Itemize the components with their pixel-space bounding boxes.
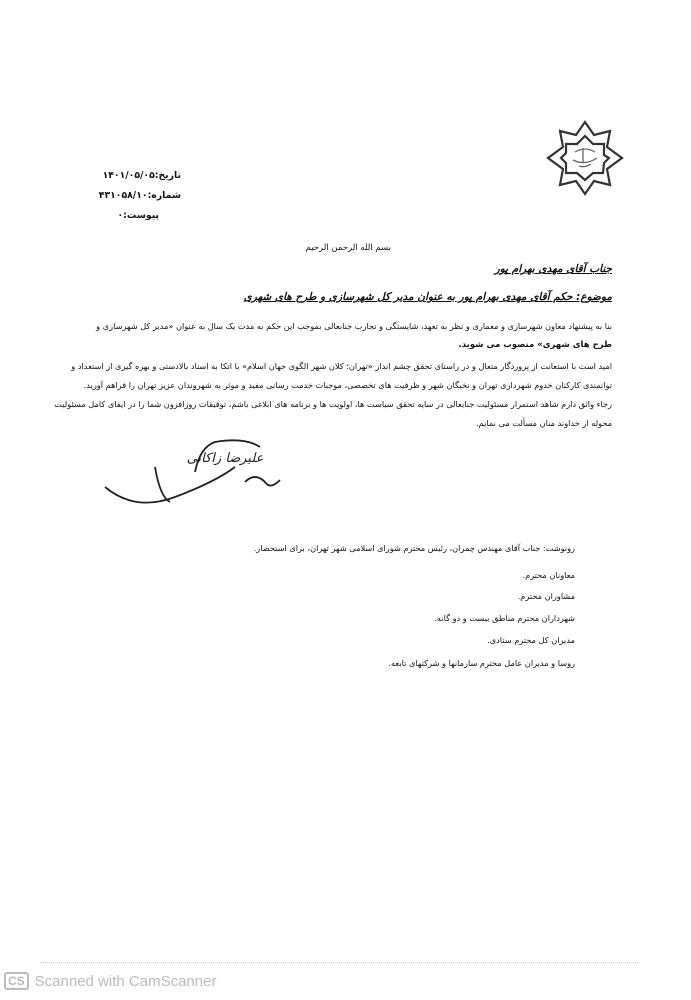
body-line: محوله از خداوند منان مسألت می نمایم. — [476, 418, 612, 428]
letter-attachment: پیوست:۰ — [117, 210, 159, 221]
signature — [95, 432, 295, 512]
cc-line: مشاوران محترم. — [517, 591, 575, 601]
camscanner-text: Scanned with CamScanner — [34, 972, 217, 990]
body-line: طرح های شهری» منصوب می شوید. — [458, 340, 612, 350]
cc-line: روسا و مدیران عامل محترم سازمانها و شرکتهای تابعه. — [388, 658, 575, 668]
letter-date: تاریخ:۱۴۰۱/۰۵/۰۵ — [102, 170, 181, 181]
camscanner-watermark — [4, 972, 216, 990]
tehran-municipality-logo — [543, 118, 627, 198]
camscanner-logo-icon: CS — [4, 972, 29, 990]
cc-line: رونوشت: جناب آقای مهندس چمران، رئیس محترم شورای اسلامی شهر تهران، برای استحضار. — [253, 543, 575, 553]
letter-number: شماره:۴۳۱۰۵۸/۱۰ — [98, 190, 181, 201]
body-line: توانمندی کارکنان خدوم شهرداری تهران و نخبگان شهر و ظرفیت های تخصصی، موجبات خدمت رسانی مفید و موثر به شهروندان عزیز تهران را فراهم آورید. — [83, 380, 612, 390]
subject: موضوع: حکم آقای مهدی بهرام پور به عنوان مدیر کل شهرسازی و طرح های شهری — [243, 291, 612, 303]
signature-text: علیرضا زاکانی — [186, 451, 264, 466]
body-line: بنا به پیشنهاد معاون شهرسازی و معماری و نظر به تعهد، شایستگی و تجارب جنابعالی بموجب این حکم به مدت یک سال به عنوان «مدیر کل شهرسازی و — [96, 321, 612, 331]
scan-artifact-line — [40, 962, 640, 965]
cc-line: معاونان محترم. — [522, 570, 575, 580]
cc-line: شهرداران محترم مناطق بیست و دو گانه. — [434, 613, 575, 623]
recipient: جناب آقای مهدی بهرام پور — [494, 263, 612, 275]
body-line: امید است با استعانت از پروردگار متعال و در راستای تحقق چشم انداز «تهران؛ کلان شهر الگوی جهان اسلام» با اتکا به اسناد بالادستی و بهره گیری از استعداد و — [71, 361, 612, 371]
body-line: رجاء واثق دارم شاهد استمرار مسئولیت جنابعالی در سایه تحقق سیاست ها، اولویت ها و برنامه های ابلاغی باشم، توفیقات روزافزون شما را در ایفای کامل مسئولیت — [54, 399, 612, 409]
bismillah: بسم الله الرحمن الرحیم — [305, 243, 391, 253]
cc-line: مدیران کل محترم ستادی. — [487, 635, 575, 645]
